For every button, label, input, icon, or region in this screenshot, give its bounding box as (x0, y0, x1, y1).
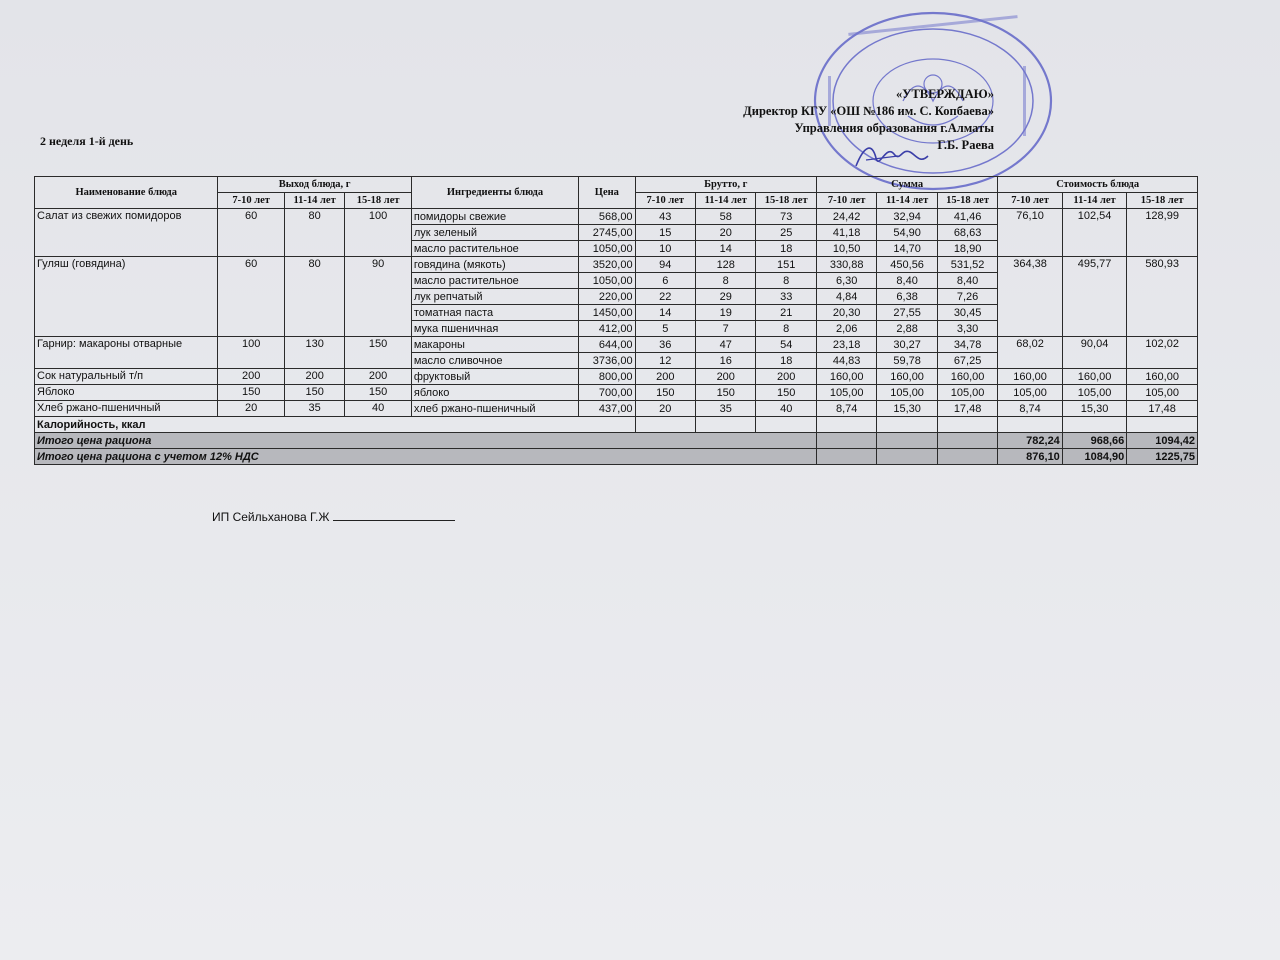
total-value: 1084,90 (1062, 449, 1126, 465)
ingredient-brutto: 150 (756, 385, 816, 401)
ingredient-sum: 17,48 (937, 401, 997, 417)
ingredient-brutto: 7 (696, 321, 756, 337)
ingredient-brutto: 5 (635, 321, 695, 337)
calories-cell (877, 417, 937, 433)
ingredient-brutto: 128 (696, 257, 756, 273)
ingredient-brutto: 14 (696, 241, 756, 257)
ingredient-sum: 44,83 (816, 353, 876, 369)
dish-name: Яблоко (35, 385, 218, 401)
ingredient-brutto: 47 (696, 337, 756, 353)
ingredient-sum: 531,52 (937, 257, 997, 273)
header-brutto-age-0: 7-10 лет (635, 193, 695, 209)
ingredient-sum: 30,27 (877, 337, 937, 353)
dish-output: 80 (284, 209, 344, 257)
dish-cost: 17,48 (1127, 401, 1198, 417)
ingredient-brutto: 18 (756, 241, 816, 257)
ingredient-sum: 41,18 (816, 225, 876, 241)
ingredient-sum: 32,94 (877, 209, 937, 225)
ingredient-sum: 8,40 (877, 273, 937, 289)
ingredient-sum: 450,56 (877, 257, 937, 273)
dish-output: 200 (345, 369, 412, 385)
ingredient-brutto: 58 (696, 209, 756, 225)
signature-line (333, 508, 455, 521)
total-label: Итого цена рациона с учетом 12% НДС (35, 449, 817, 465)
dish-name: Сок натуральный т/п (35, 369, 218, 385)
table-row (35, 209, 1198, 225)
header-brutto: Брутто, г (635, 177, 816, 193)
day-title: 2 неделя 1-й день (40, 134, 134, 148)
dish-output: 200 (218, 369, 285, 385)
ingredient-sum: 20,30 (816, 305, 876, 321)
total-empty-cell (877, 449, 937, 465)
ingredient-sum: 18,90 (937, 241, 997, 257)
header-output: Выход блюда, г (218, 177, 411, 193)
ingredient-price: 437,00 (579, 401, 635, 417)
dish-output: 150 (218, 385, 285, 401)
ingredient-price: 568,00 (579, 209, 635, 225)
approval-department: Управления образования г.Алматы (794, 121, 994, 135)
ingredient-price: 412,00 (579, 321, 635, 337)
total-empty-cell (816, 433, 876, 449)
ingredient-sum: 54,90 (877, 225, 937, 241)
calories-cell (635, 417, 695, 433)
signoff (212, 508, 455, 524)
header-cost-age-1: 11-14 лет (1062, 193, 1126, 209)
approval-signatory: Г.Б. Раева (937, 138, 994, 152)
ingredient-price: 2745,00 (579, 225, 635, 241)
ingredient-brutto: 36 (635, 337, 695, 353)
ingredient-sum: 23,18 (816, 337, 876, 353)
dish-output: 130 (284, 337, 344, 369)
dish-cost: 105,00 (998, 385, 1062, 401)
calories-cell (1127, 417, 1198, 433)
ingredient-sum: 8,40 (937, 273, 997, 289)
dish-name: Гуляш (говядина) (35, 257, 218, 337)
dish-cost: 364,38 (998, 257, 1062, 337)
header-brutto-age-1: 11-14 лет (696, 193, 756, 209)
ingredient-sum: 24,42 (816, 209, 876, 225)
dish-cost: 105,00 (1062, 385, 1126, 401)
total-label: Итого цена рациона (35, 433, 817, 449)
dish-output: 60 (218, 209, 285, 257)
ingredient-price: 800,00 (579, 369, 635, 385)
table-body (35, 209, 1198, 465)
ingredient-price: 644,00 (579, 337, 635, 353)
ingredient-name: помидоры свежие (411, 209, 578, 225)
ingredient-brutto: 150 (696, 385, 756, 401)
total-value: 1225,75 (1127, 449, 1198, 465)
header-cost: Стоимость блюда (998, 177, 1198, 193)
dish-cost: 160,00 (1062, 369, 1126, 385)
header-sum: Сумма (816, 177, 997, 193)
total-value: 1094,42 (1127, 433, 1198, 449)
ingredient-brutto: 29 (696, 289, 756, 305)
ingredient-brutto: 200 (696, 369, 756, 385)
dish-output: 35 (284, 401, 344, 417)
ingredient-brutto: 150 (635, 385, 695, 401)
ingredient-brutto: 8 (756, 321, 816, 337)
total-empty-cell (937, 433, 997, 449)
total-row (35, 449, 1198, 465)
header-output-age-0: 7-10 лет (218, 193, 285, 209)
ingredient-name: мука пшеничная (411, 321, 578, 337)
dish-cost: 160,00 (998, 369, 1062, 385)
ingredient-brutto: 200 (635, 369, 695, 385)
approval-title: «УТВЕРЖДАЮ» (896, 87, 994, 101)
ingredient-name: фруктовый (411, 369, 578, 385)
ingredient-sum: 10,50 (816, 241, 876, 257)
ingredient-sum: 160,00 (937, 369, 997, 385)
header-sum-age-0: 7-10 лет (816, 193, 876, 209)
ingredient-sum: 2,06 (816, 321, 876, 337)
ingredient-brutto: 21 (756, 305, 816, 321)
ingredient-name: хлеб ржано-пшеничный (411, 401, 578, 417)
calories-cell (998, 417, 1062, 433)
ingredient-sum: 105,00 (937, 385, 997, 401)
dish-output: 150 (345, 337, 412, 369)
ingredient-sum: 27,55 (877, 305, 937, 321)
ingredient-brutto: 35 (696, 401, 756, 417)
dish-name: Гарнир: макароны отварные (35, 337, 218, 369)
ingredient-name: томатная паста (411, 305, 578, 321)
ingredient-price: 220,00 (579, 289, 635, 305)
dish-output: 80 (284, 257, 344, 337)
table-row (35, 257, 1198, 273)
dish-cost: 8,74 (998, 401, 1062, 417)
ingredient-brutto: 25 (756, 225, 816, 241)
dish-cost: 580,93 (1127, 257, 1198, 337)
ingredient-brutto: 16 (696, 353, 756, 369)
dish-output: 60 (218, 257, 285, 337)
calories-cell (696, 417, 756, 433)
ingredient-sum: 30,45 (937, 305, 997, 321)
ingredient-brutto: 22 (635, 289, 695, 305)
ingredient-brutto: 10 (635, 241, 695, 257)
ingredient-brutto: 8 (696, 273, 756, 289)
dish-output: 200 (284, 369, 344, 385)
dish-cost: 102,54 (1062, 209, 1126, 257)
dish-output: 100 (345, 209, 412, 257)
dish-cost: 495,77 (1062, 257, 1126, 337)
ingredient-price: 3736,00 (579, 353, 635, 369)
ingredient-name: масло растительное (411, 273, 578, 289)
ingredient-brutto: 8 (756, 273, 816, 289)
ingredient-brutto: 43 (635, 209, 695, 225)
table-header (35, 177, 1198, 209)
ingredient-name: лук репчатый (411, 289, 578, 305)
ingredient-sum: 14,70 (877, 241, 937, 257)
handwritten-signature (852, 136, 932, 176)
ingredient-sum: 6,38 (877, 289, 937, 305)
ingredient-sum: 2,88 (877, 321, 937, 337)
header-ingredients: Ингредиенты блюда (411, 177, 578, 209)
dish-output: 20 (218, 401, 285, 417)
header-sum-age-2: 15-18 лет (937, 193, 997, 209)
ingredient-sum: 68,63 (937, 225, 997, 241)
ingredient-brutto: 18 (756, 353, 816, 369)
ingredient-sum: 160,00 (877, 369, 937, 385)
dish-cost: 128,99 (1127, 209, 1198, 257)
total-empty-cell (937, 449, 997, 465)
ingredient-price: 3520,00 (579, 257, 635, 273)
total-value: 968,66 (1062, 433, 1126, 449)
ingredient-brutto: 54 (756, 337, 816, 353)
ingredient-brutto: 200 (756, 369, 816, 385)
ingredient-name: говядина (мякоть) (411, 257, 578, 273)
dish-name: Салат из свежих помидоров (35, 209, 218, 257)
header-dish-name: Наименование блюда (35, 177, 218, 209)
dish-cost: 102,02 (1127, 337, 1198, 369)
header-sum-age-1: 11-14 лет (877, 193, 937, 209)
ingredient-price: 1050,00 (579, 241, 635, 257)
total-value: 782,24 (998, 433, 1062, 449)
ingredient-brutto: 151 (756, 257, 816, 273)
calories-label: Калорийность, ккал (35, 417, 636, 433)
header-row (35, 177, 1198, 193)
ingredient-sum: 105,00 (877, 385, 937, 401)
dish-cost: 76,10 (998, 209, 1062, 257)
ingredient-sum: 7,26 (937, 289, 997, 305)
ingredient-name: масло сливочное (411, 353, 578, 369)
header-cost-age-2: 15-18 лет (1127, 193, 1198, 209)
dish-cost: 105,00 (1127, 385, 1198, 401)
ingredient-brutto: 40 (756, 401, 816, 417)
ingredient-price: 700,00 (579, 385, 635, 401)
ingredient-name: лук зеленый (411, 225, 578, 241)
header-price: Цена (579, 177, 635, 209)
ingredient-sum: 160,00 (816, 369, 876, 385)
ingredient-name: масло растительное (411, 241, 578, 257)
header-output-age-2: 15-18 лет (345, 193, 412, 209)
total-empty-cell (877, 433, 937, 449)
total-row (35, 433, 1198, 449)
ingredient-name: яблоко (411, 385, 578, 401)
dish-cost: 90,04 (1062, 337, 1126, 369)
dish-output: 100 (218, 337, 285, 369)
menu-table (34, 176, 1198, 465)
dish-cost: 68,02 (998, 337, 1062, 369)
dish-output: 150 (284, 385, 344, 401)
total-value: 876,10 (998, 449, 1062, 465)
ingredient-brutto: 15 (635, 225, 695, 241)
ingredient-sum: 15,30 (877, 401, 937, 417)
table-row (35, 385, 1198, 401)
dish-output: 90 (345, 257, 412, 337)
ingredient-sum: 4,84 (816, 289, 876, 305)
ingredient-brutto: 33 (756, 289, 816, 305)
ingredient-brutto: 12 (635, 353, 695, 369)
ingredient-brutto: 20 (696, 225, 756, 241)
ingredient-sum: 6,30 (816, 273, 876, 289)
calories-cell (937, 417, 997, 433)
dish-output: 40 (345, 401, 412, 417)
ingredient-brutto: 14 (635, 305, 695, 321)
ingredient-price: 1450,00 (579, 305, 635, 321)
dish-output: 150 (345, 385, 412, 401)
ingredient-brutto: 94 (635, 257, 695, 273)
ingredient-brutto: 20 (635, 401, 695, 417)
calories-cell (756, 417, 816, 433)
signoff-name: ИП Сейльханова Г.Ж (212, 510, 330, 524)
calories-cell (1062, 417, 1126, 433)
ingredient-brutto: 6 (635, 273, 695, 289)
ingredient-brutto: 73 (756, 209, 816, 225)
ingredient-sum: 67,25 (937, 353, 997, 369)
total-empty-cell (816, 449, 876, 465)
approval-director: Директор КГУ «ОШ №186 им. С. Копбаева» (743, 104, 994, 118)
ingredient-sum: 105,00 (816, 385, 876, 401)
ingredient-sum: 330,88 (816, 257, 876, 273)
dish-name: Хлеб ржано-пшеничный (35, 401, 218, 417)
ingredient-sum: 59,78 (877, 353, 937, 369)
ingredient-sum: 34,78 (937, 337, 997, 353)
ingredient-price: 1050,00 (579, 273, 635, 289)
ingredient-name: макароны (411, 337, 578, 353)
table-row (35, 337, 1198, 353)
header-cost-age-0: 7-10 лет (998, 193, 1062, 209)
calories-row (35, 417, 1198, 433)
dish-cost: 15,30 (1062, 401, 1126, 417)
calories-cell (816, 417, 876, 433)
table-row (35, 369, 1198, 385)
ingredient-sum: 8,74 (816, 401, 876, 417)
header-brutto-age-2: 15-18 лет (756, 193, 816, 209)
ingredient-sum: 41,46 (937, 209, 997, 225)
ingredient-sum: 3,30 (937, 321, 997, 337)
ingredient-brutto: 19 (696, 305, 756, 321)
header-output-age-1: 11-14 лет (284, 193, 344, 209)
dish-cost: 160,00 (1127, 369, 1198, 385)
table-row (35, 401, 1198, 417)
